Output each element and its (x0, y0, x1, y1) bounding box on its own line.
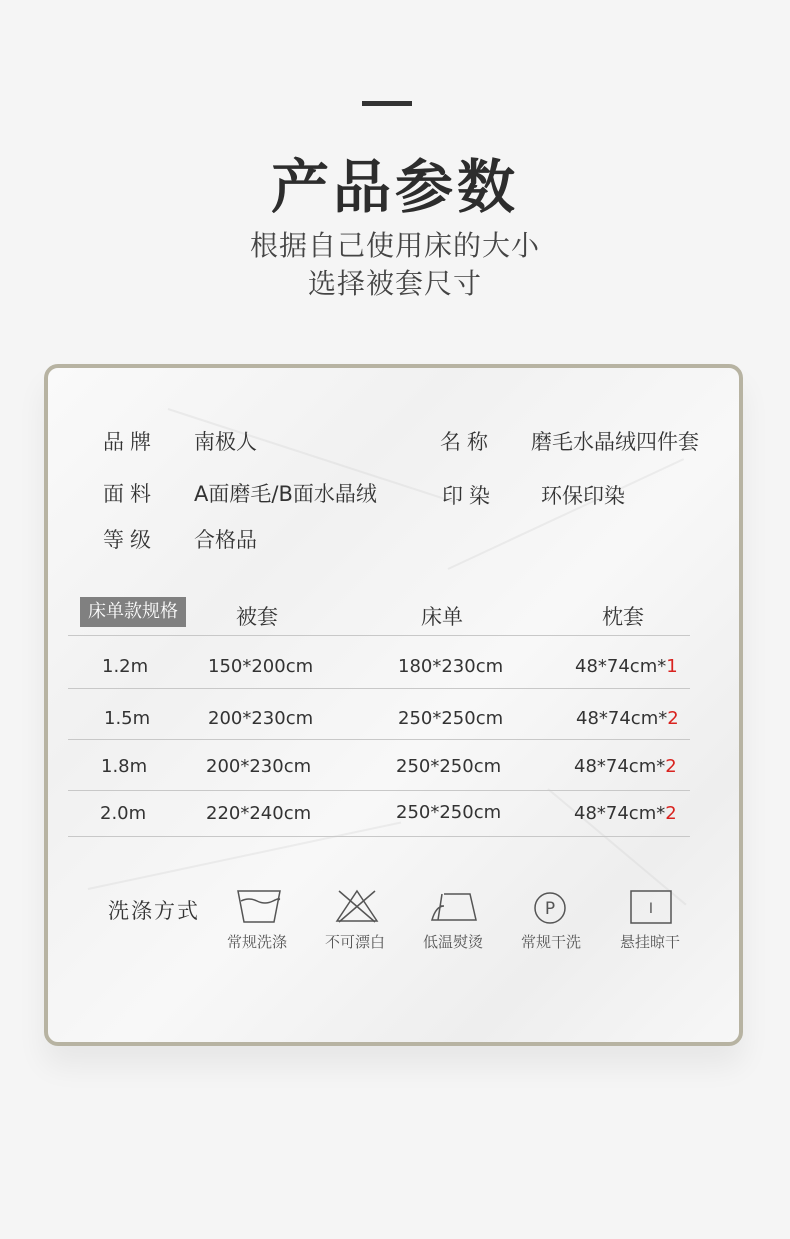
pillow-count: 2 (667, 708, 679, 729)
spec-header-tag: 床单款规格 (80, 597, 186, 627)
table-divider (68, 836, 690, 837)
fabric-label: 面料 (103, 482, 157, 506)
brand-value: 南极人 (194, 430, 257, 454)
pillow-size: 48*74cm* (576, 708, 668, 729)
hang-dry-label: 悬挂晾干 (619, 933, 680, 951)
hang-dry-icon (630, 890, 672, 924)
row-sheet: 250*250cm (398, 708, 504, 729)
subtitle-line2: 选择被套尺寸 (307, 267, 482, 300)
no-bleach-icon (335, 888, 379, 924)
dry-clean-label: 常规干洗 (520, 933, 581, 951)
col-pillow: 枕套 (602, 605, 644, 629)
row-size: 1.5m (104, 708, 151, 729)
title-dash (362, 101, 412, 106)
pillow-count: 2 (665, 756, 677, 777)
dye-label: 印染 (442, 484, 496, 508)
low-iron-icon (430, 890, 478, 924)
col-duvet: 被套 (236, 605, 278, 629)
brand-label: 品牌 (103, 430, 157, 454)
row-duvet: 200*230cm (208, 708, 314, 729)
table-divider (68, 739, 690, 740)
col-sheet: 床单 (421, 605, 463, 629)
hang-dry-symbol: I (648, 901, 654, 917)
pillow-count: 1 (666, 656, 678, 677)
name-label: 名称 (440, 430, 494, 454)
name-value: 磨毛水晶绒四件套 (531, 430, 699, 454)
dry-clean-icon (533, 891, 567, 925)
row-duvet: 220*240cm (206, 803, 312, 824)
row-pillow (575, 656, 678, 677)
pillow-count: 2 (665, 803, 677, 824)
row-size: 1.8m (101, 756, 148, 777)
dry-clean-symbol: P (544, 899, 556, 919)
pillow-size: 48*74cm* (574, 803, 666, 824)
grade-label: 等级 (103, 528, 157, 552)
row-pillow (574, 756, 677, 777)
row-sheet: 180*230cm (398, 656, 504, 677)
pillow-size: 48*74cm* (575, 656, 667, 677)
row-pillow (574, 803, 677, 824)
row-size: 1.2m (102, 656, 149, 677)
fabric-value: A面磨毛/B面水晶绒 (194, 482, 377, 506)
subtitle-line1: 根据自己使用床的大小 (249, 229, 540, 262)
row-pillow (576, 708, 679, 729)
low-iron-label: 低温熨烫 (422, 933, 483, 951)
pillow-size: 48*74cm* (574, 756, 666, 777)
wash-label: 常规洗涤 (226, 933, 287, 951)
table-divider (68, 688, 690, 689)
row-size: 2.0m (100, 803, 147, 824)
row-sheet: 250*250cm (396, 756, 502, 777)
row-sheet: 250*250cm (396, 802, 502, 823)
table-divider (68, 790, 690, 791)
row-duvet: 150*200cm (208, 656, 314, 677)
grade-value: 合格品 (194, 528, 257, 552)
no-bleach-label: 不可漂白 (324, 933, 385, 951)
page-title: 产品参数 (270, 153, 519, 221)
washing-title: 洗涤方式 (108, 899, 200, 923)
table-divider (68, 635, 690, 636)
row-duvet: 200*230cm (206, 756, 312, 777)
dye-value: 环保印染 (541, 484, 625, 508)
wash-tub-icon (236, 888, 282, 924)
